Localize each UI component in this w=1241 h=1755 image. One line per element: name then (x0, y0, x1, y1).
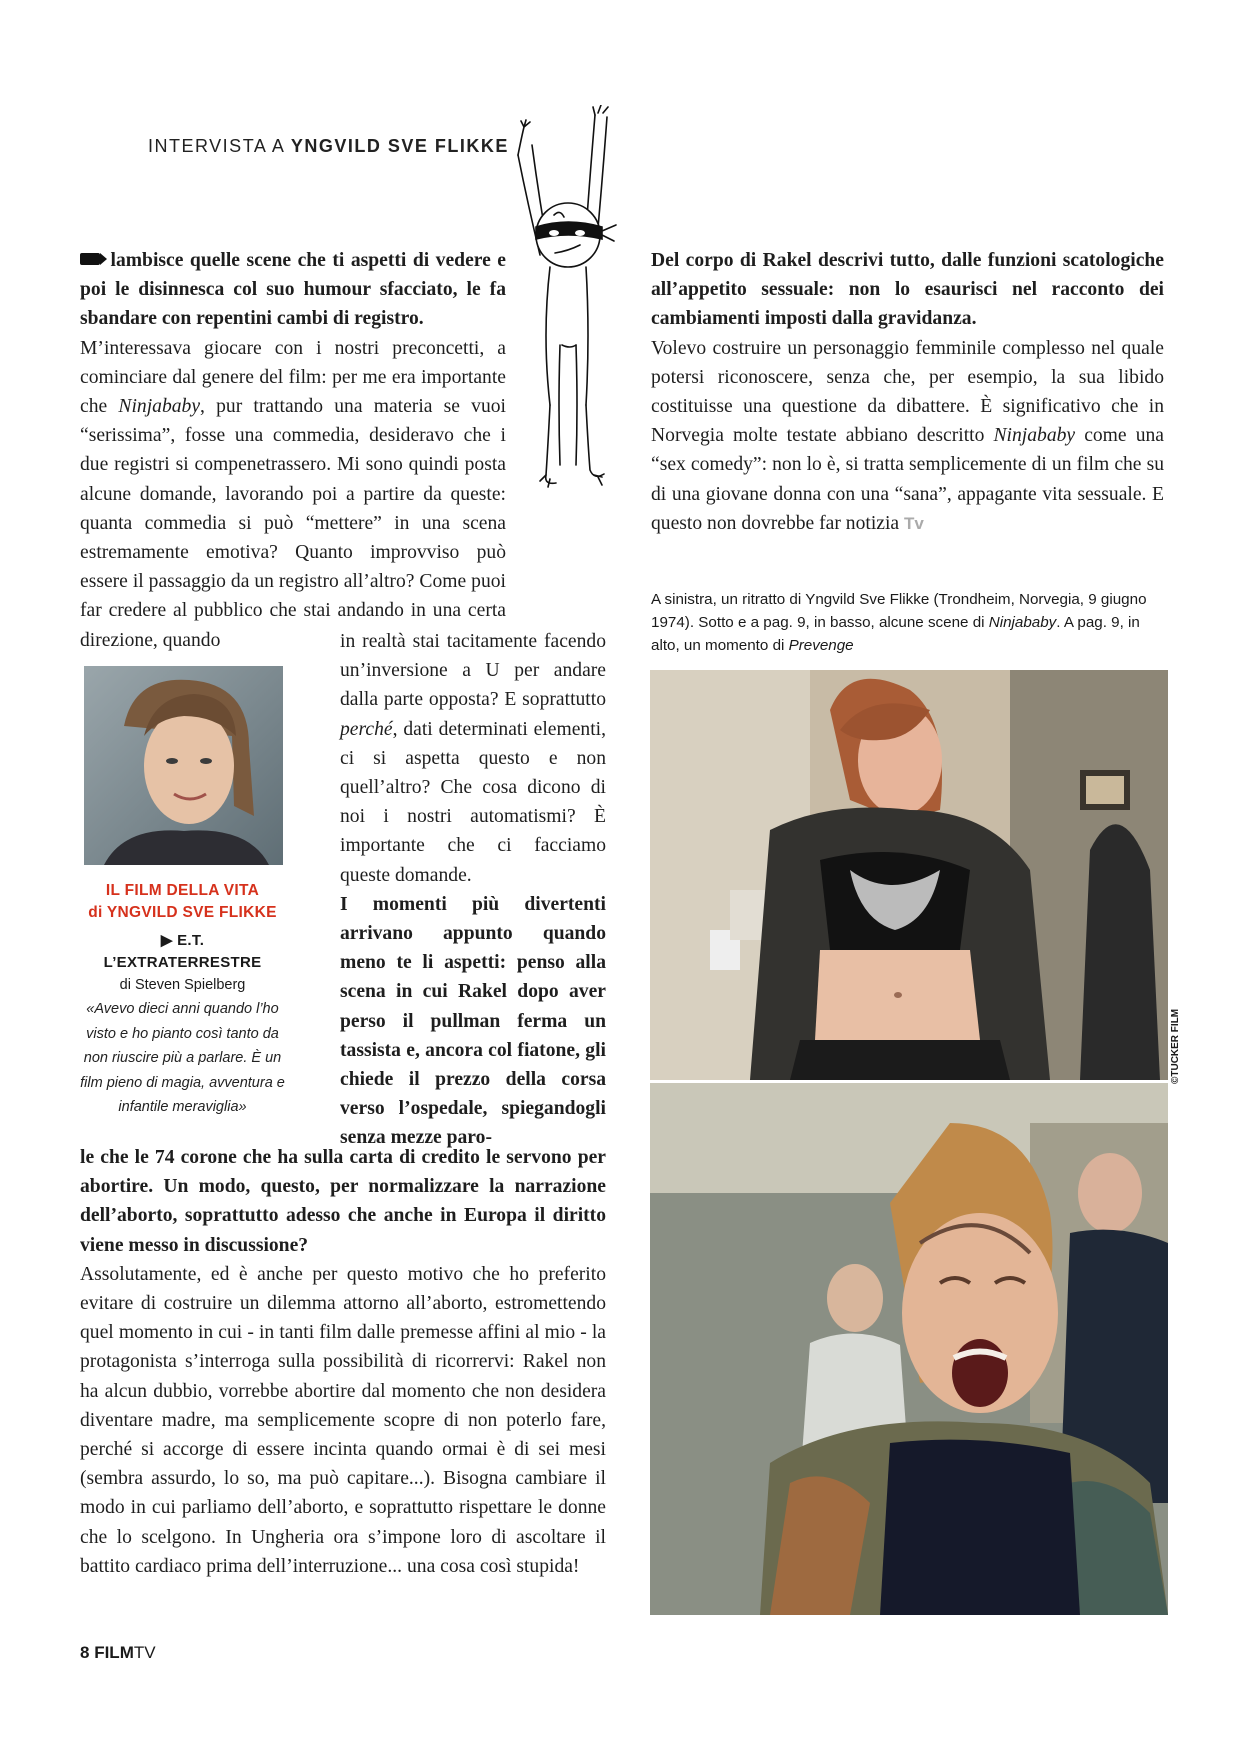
right-column (651, 246, 1164, 538)
page-folio (80, 1643, 156, 1663)
photo-credit: ©TUCKER FILM (1170, 1008, 1181, 1084)
sidebar-subtitle: di YNGVILD SVE FLIKKE (88, 904, 277, 921)
sidebar-film-della-vita (80, 880, 285, 1120)
question-2-start: I momenti più divertenti arrivano appunto quando meno te li aspetti: penso alla scena in cui Rakel dopo aver perso il pullman ferma un tassista e, ancora col fiatone, gli chiede il prezzo della corsa verso l’ospedale, spiegandogli senza mezze paro- (340, 893, 606, 1149)
sidebar-film: ▶ E.T. L’EXTRATERRESTRE (103, 932, 262, 971)
right-question: Del corpo di Rakel descrivi tutto, dalle funzioni scatologiche all’appetito sessuale: non lo esaurisci nel racconto dei cambiamenti imposti dalla gravidanza. (651, 250, 1164, 330)
photo-caption: A sinistra, un ritratto di Yngvild Sve Flikke (Trondheim, Norvegia, 9 giugno 1974). Sotto e a pag. 9, in basso, alcune scene di Ninjababy. A pag. 9, in alto, un momento di Prevenge (651, 591, 1147, 654)
kicker-prefix: INTERVISTA A (148, 136, 285, 156)
film-still-top (650, 670, 1168, 1080)
article-kicker (148, 136, 509, 157)
left-column-top (80, 246, 506, 655)
answer-paragraph-1-cont: in realtà stai tacitamente facendo un’inversione a U per andare dalla parte opposta? E soprattutto perché, dati determinati elementi, ci si aspetta questo e non quell’altro? Che cosa dicono di noi i nostri automatismi? È importante che ci facciamo queste domande. (340, 631, 606, 886)
sidebar-quote: «Avevo dieci anni quando l’ho visto e ho pianto così tanto da non riuscire più a parlare. È un film pieno di magia, avventura e infantile meraviglia» (80, 1001, 285, 1115)
arrow-bullet-icon (80, 253, 100, 265)
sidebar-title: IL FILM DELLA VITA (105, 882, 260, 899)
kicker-name: YNGVILD SVE FLIKKE (290, 136, 509, 156)
question-2-end: le che le 74 corone che ha sulla carta di credito le servono per abortire. Un modo, questo, per normalizzare la narrazione dell’aborto, soprattutto adesso che anche in Europa il diritto viene messo in discussione? (80, 1147, 606, 1256)
right-answer: Volevo costruire un personaggio femminile complesso nel quale potersi riconoscere, senza che, per esempio, la sua libido costituisse una questione da dibattere. È significativo che in Norvegia molte testate abbiano descritto Ninjababy come una “sex comedy”: non lo è, si tratta semplicemente di un film che su di una giovane donna con una “sana”, appagante vita sessuale. E questo non dovrebbe far notizia Tv (651, 334, 1164, 538)
end-of-article-mark: Tv (904, 513, 924, 533)
page-number: 8 (80, 1643, 90, 1662)
intro-question: lambisce quelle scene che ti aspetti di vedere e poi le disinnesca col suo humour sfacciato, le fa sbandare con repentini cambi di registro. (80, 250, 506, 330)
magazine-brand-tail: TV (133, 1643, 156, 1662)
ninja-figure-illustration (510, 105, 620, 495)
magazine-brand: FILM (94, 1643, 134, 1662)
portrait-photo (84, 666, 283, 865)
play-triangle-icon: ▶ (160, 932, 178, 949)
answer-paragraph-1: M’interessava giocare con i nostri preconcetti, a cominciare dal genere del film: per me era importante che Ninjababy, pur trattando una materia se vuoi “serissima”, fosse una commedia, desideravo che i due registri si compenetrassero. Mi sono quindi posta alcune domande, lavorando poi a partire da queste: quanta commedia si può “mettere” in una scena estremamente emotiva? Quanto improvviso può essere il passaggio da un registro all’altro? Come puoi far credere al pubblico che stai andando in una certa direzione, quando (80, 337, 506, 651)
left-column-wrap (340, 627, 606, 1153)
left-column-bottom (80, 1143, 606, 1581)
sidebar-director: di Steven Spielberg (119, 977, 246, 993)
film-still-bottom (650, 1083, 1168, 1615)
answer-paragraph-2: Assolutamente, ed è anche per questo motivo che ho preferito evitare di costruire un dilemma attorno all’aborto, estromettendo quel momento in cui - in tanti film dalle premesse affini al mio - la protagonista s’interroga sulla possibilità di ricorrervi: Rakel non ha alcun dubbio, vorrebbe abortire dal momento che non desidera diventare madre, ma semplicemente scopre di non poterlo fare, perché si accorge di essere incinta quando ormai è di sei mesi (sembra assurdo, lo so, ma può capitare...). Bisogna cambiare il modo in cui parliamo dell’aborto, e soprattutto rispettare le donne che lo scelgono. In Ungheria ora s’impone loro di ascoltare il battito cardiaco prima dell’interruzione... una cosa così stupida! (80, 1263, 606, 1577)
